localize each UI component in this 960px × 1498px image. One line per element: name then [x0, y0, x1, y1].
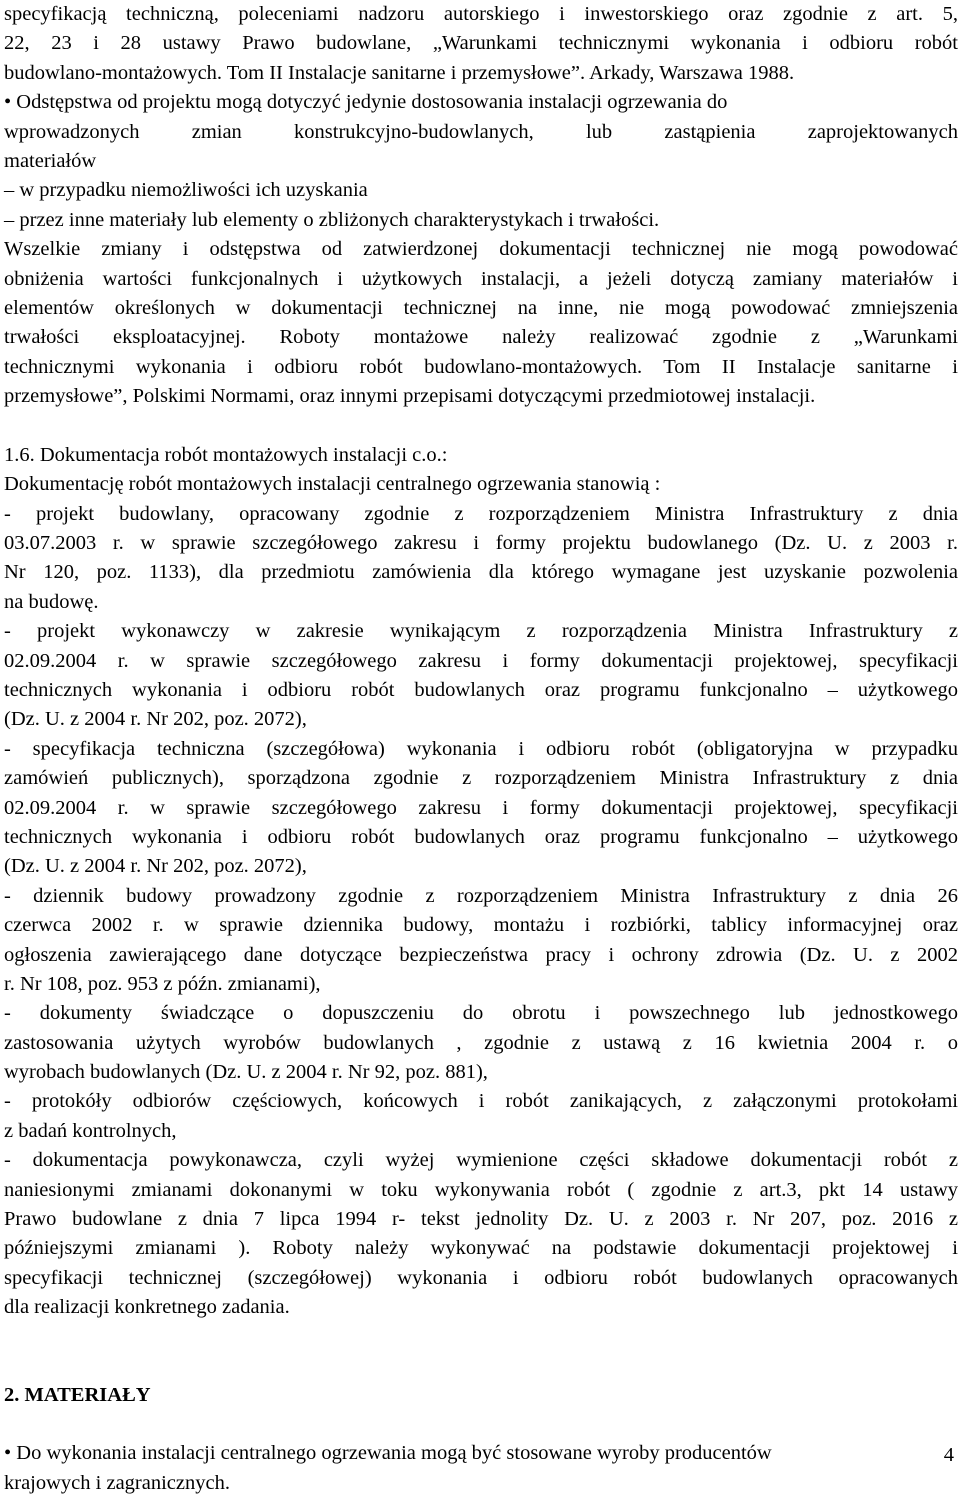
text-line: Prawo budowlane z dnia 7 lipca 1994 r- tekst jednolity Dz. U. z 2003 r. Nr 207, poz. 2016 z [4, 1208, 958, 1231]
text-line: technicznymi wykonania i odbioru robót budowlano-montażowych. Tom II Instalacje sanitarne i [4, 355, 958, 378]
materials-line: • Do wykonania instalacji centralnego ogrzewania mogą być stosowane wyroby producentów [4, 1442, 772, 1465]
materials-line: krajowych i zagranicznych. [4, 1471, 230, 1494]
text-line: - specyfikacja techniczna (szczegółowa) wykonania i odbioru robót (obligatoryjna w przypadku [4, 737, 958, 760]
text-line: 02.09.2004 r. w sprawie szczegółowego zakresu i formy dokumentacji projektowej, specyfikacji [4, 649, 958, 672]
text-line: - projekt wykonawczy w zakresie wynikającym z rozporządzenia Ministra Infrastruktury z [4, 620, 958, 643]
text-line: późniejszymi zmianami ). Roboty należy wykonywać na podstawie dokumentacji projektowej i [4, 1237, 958, 1260]
text-line: trwałości eksploatacyjnej. Roboty montażowe należy realizować zgodnie z „Warunkami [4, 326, 958, 349]
section-heading: 2. MATERIAŁY [4, 1383, 151, 1406]
text-line: na budowę. [4, 590, 99, 613]
spacer [4, 1323, 958, 1381]
text-line: z badań kontrolnych, [4, 1119, 177, 1142]
text-line: budowlano-montażowych. Tom II Instalacje sanitarne i przemysłowe”. Arkady, Warszawa 1988. [4, 61, 795, 84]
text-line: czerwca 2002 r. w sprawie dziennika budowy, montażu i rozbiórki, tablicy informacyjnej oraz [4, 914, 958, 937]
spacer [4, 1410, 958, 1439]
document-body [4, 0, 958, 1323]
text-line: materiałów [4, 149, 97, 172]
page-number: 4 [943, 1444, 954, 1466]
text-line: - dokumenty świadczące o dopuszczeniu do obrotu i powszechnego lub jednostkowego [4, 1002, 958, 1025]
text-line: – przez inne materiały lub elementy o zbliżonych charakterystykach i trwałości. [4, 208, 660, 231]
text-line: technicznych wykonania i odbioru robót budowlanych oraz programu funkcjonalno – użytkowego [4, 678, 958, 701]
text-line: obniżenia wartości funkcjonalnych i użytkowych instalacji, a jeżeli dotyczą zamiany materiałów i [4, 267, 958, 290]
text-line: Nr 120, poz. 1133), dla przedmiotu zamówienia dla którego wymagane jest uzyskanie pozwolenia [4, 561, 958, 584]
text-line: Wszelkie zmiany i odstępstwa od zatwierdzonej dokumentacji technicznej nie mogą powodować [4, 238, 958, 261]
text-line: przemysłowe”, Polskimi Normami, oraz innymi przepisami dotyczącymi przedmiotowej instalacji. [4, 385, 816, 408]
text-line: - dokumentacja powykonawcza, czyli wyżej wymienione części składowe dokumentacji robót z [4, 1149, 958, 1172]
text-line: - projekt budowlany, opracowany zgodnie z rozporządzeniem Ministra Infrastruktury z dnia [4, 502, 958, 525]
text-line: naniesionymi zmianami dokonanymi w toku wykonywania robót ( zgodnie z art.3, pkt 14 ustawy [4, 1178, 958, 1201]
text-line: • Odstępstwa od projektu mogą dotyczyć jedynie dostosowania instalacji ogrzewania do [4, 91, 728, 114]
text-line: ogłoszenia zawierającego dane dotyczące bezpieczeństwa pracy i ochrony zdrowia (Dz. U. z 2002 [4, 943, 958, 966]
text-line: (Dz. U. z 2004 r. Nr 202, poz. 2072), [4, 855, 307, 878]
blank-line [4, 411, 958, 440]
text-line: Dokumentację robót montażowych instalacji centralnego ogrzewania stanowią : [4, 473, 661, 496]
text-line: - dziennik budowy prowadzony zgodnie z rozporządzeniem Ministra Infrastruktury z dnia 26 [4, 884, 958, 907]
text-line: 02.09.2004 r. w sprawie szczegółowego zakresu i formy dokumentacji projektowej, specyfikacji [4, 796, 958, 819]
text-line: specyfikacją techniczną, poleceniami nadzoru autorskiego i inwestorskiego oraz zgodnie z art. 5, [4, 3, 958, 25]
text-line: wprowadzonych zmian konstrukcyjno-budowlanych, lub zastąpienia zaprojektowanych [4, 120, 958, 143]
text-line: (Dz. U. z 2004 r. Nr 202, poz. 2072), [4, 708, 307, 731]
text-line: 1.6. Dokumentacja robót montażowych instalacji c.o.: [4, 443, 448, 466]
text-line: r. Nr 108, poz. 953 z późn. zmianami), [4, 972, 321, 995]
text-line: zastosowania użytych wyrobów budowlanych , zgodnie z ustawą z 16 kwietnia 2004 r. o [4, 1031, 958, 1054]
text-line: zamówień publicznych), sporządzona zgodnie z rozporządzeniem Ministra Infrastruktury z dnia [4, 767, 958, 790]
text-line: elementów określonych w dokumentacji technicznej na inne, nie mogą powodować zmniejszenia [4, 296, 958, 319]
text-line: technicznych wykonania i odbioru robót budowlanych oraz programu funkcjonalno – użytkowego [4, 825, 958, 848]
text-line: - protokóły odbiorów częściowych, końcowych i robót zanikających, z załączonymi protokołami [4, 1090, 958, 1113]
text-line: specyfikacji technicznej (szczegółowej) wykonania i odbioru robót budowlanych opracowanych [4, 1266, 958, 1289]
text-line: dla realizacji konkretnego zadania. [4, 1296, 290, 1319]
document-page [4, 0, 958, 1498]
text-line: 22, 23 i 28 ustawy Prawo budowlane, „Warunkami technicznymi wykonania i odbioru robót [4, 32, 958, 55]
text-line: wyrobach budowlanych (Dz. U. z 2004 r. Nr 92, poz. 881), [4, 1061, 488, 1084]
text-line: 03.07.2003 r. w sprawie szczegółowego zakresu i formy projektu budowlanego (Dz. U. z 2003 r. [4, 532, 958, 555]
text-line: – w przypadku niemożliwości ich uzyskania [4, 179, 368, 202]
